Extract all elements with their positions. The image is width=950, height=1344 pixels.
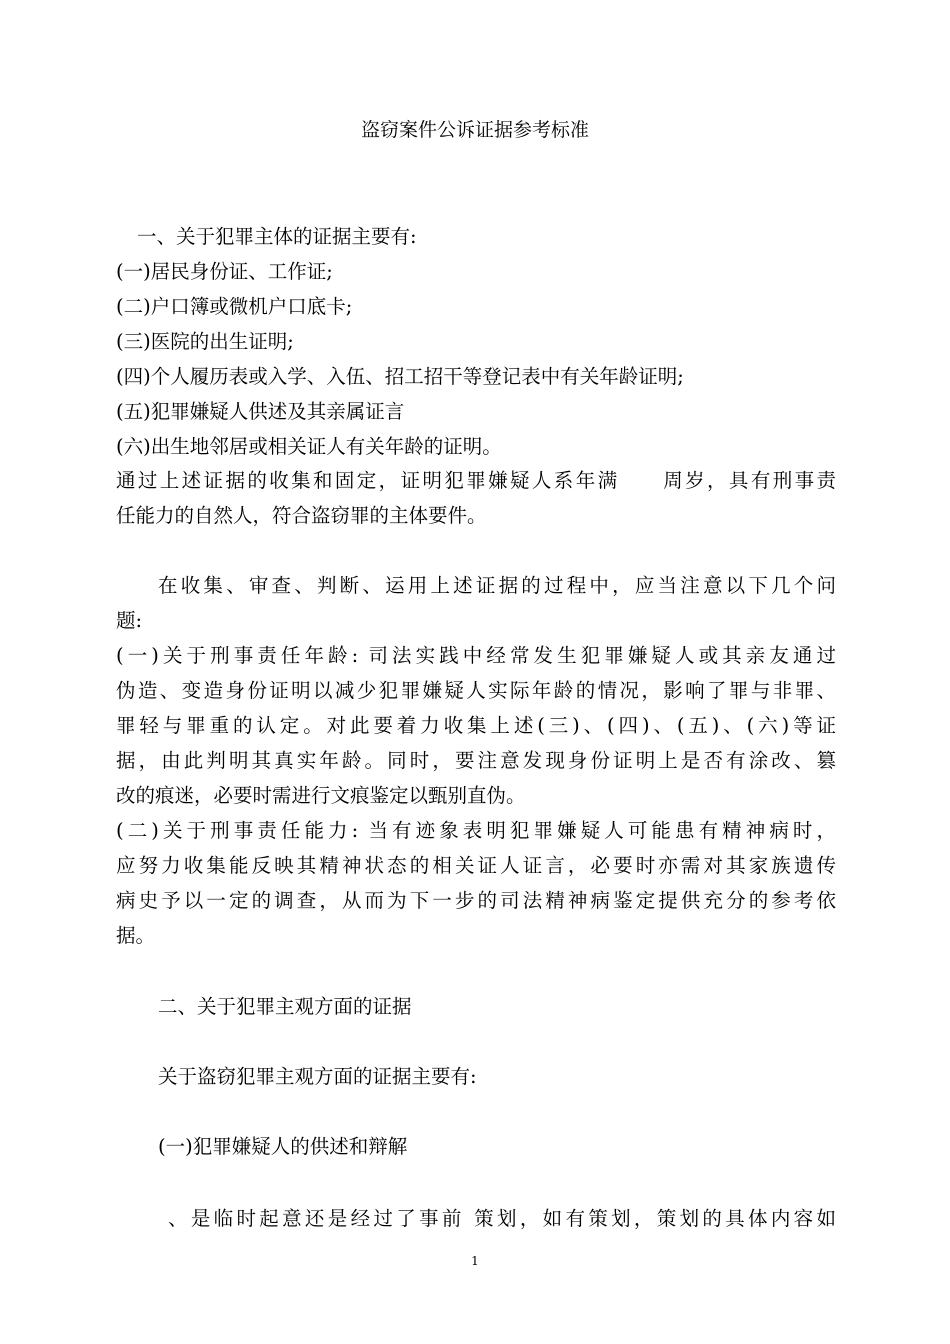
section1-item-4: (四)个人履历表或入学、入伍、招工招干等登记表中有关年龄证明; [116, 365, 684, 388]
section1-item-1: (一)居民身份证、工作证; [116, 260, 333, 283]
attention-point1-line-2: 伪造、变造身份证明以减少犯罪嫌疑人实际年龄的情况，影响了罪与非罪、 [116, 679, 836, 702]
section2-intro: 关于盗窃犯罪主观方面的证据主要有: [158, 1065, 477, 1088]
section2-sub1: (一)犯罪嫌疑人的供述和辩解 [158, 1135, 408, 1158]
attention-point1-line-1: (一)关于刑事责任年龄: 司法实践中经常发生犯罪嫌疑人或其亲友通过 [116, 644, 836, 667]
attention-point1-line-4: 据，由此判明其真实年龄。同时，要注意发现身份证明上是否有涂改、篡 [116, 749, 836, 772]
page-number: 1 [471, 1254, 479, 1268]
attention-point2-line-4: 据。 [116, 924, 156, 947]
section1-conclusion-line-2: 任能力的自然人，符合盗窃罪的主体要件。 [116, 504, 487, 527]
attention-intro-line-2: 题: [116, 609, 143, 632]
section1-heading: 一、关于犯罪主体的证据主要有: [137, 225, 417, 248]
section1-item-5: (五)犯罪嫌疑人供述及其亲属证言 [116, 400, 405, 423]
document-title: 盗窃案件公诉证据参考标准 [360, 119, 589, 141]
attention-point2-line-3: 病史予以一定的调查，从而为下一步的司法精神病鉴定提供充分的参考依 [116, 889, 836, 912]
attention-point2-line-1: (二)关于刑事责任能力: 当有迹象表明犯罪嫌疑人可能患有精神病时， [116, 819, 836, 842]
attention-point2-line-2: 应努力收集能反映其精神状态的相关证人证言，必要时亦需对其家族遗传 [116, 854, 836, 877]
attention-point1-line-5: 改的痕迷，必要时需进行文痕鉴定以甄别直伪。 [116, 784, 526, 807]
section1-item-2: (二)户口簿或微机户口底卡; [116, 295, 353, 318]
attention-intro-line-1: 在收集、审查、判断、运用上述证据的过程中，应当注意以下几个问 [158, 574, 836, 597]
section1-conclusion-line-1: 通过上述证据的收集和固定，证明犯罪嫌疑人系年满 周岁，具有刑事责 [116, 469, 836, 492]
section1-item-3: (三)医院的出生证明; [116, 330, 294, 353]
section1-item-6: (六)出生地邻居或相关证人有关年龄的证明。 [116, 435, 502, 458]
section2-line-1: 、是临时起意还是经过了事前 策划，如有策划，策划的具体内容如 [168, 1207, 836, 1230]
attention-point1-line-3: 罪轻与罪重的认定。对此要着力收集上述(三)、(四)、(五)、(六)等证 [116, 714, 836, 737]
section2-heading: 二、关于犯罪主观方面的证据 [158, 995, 412, 1018]
